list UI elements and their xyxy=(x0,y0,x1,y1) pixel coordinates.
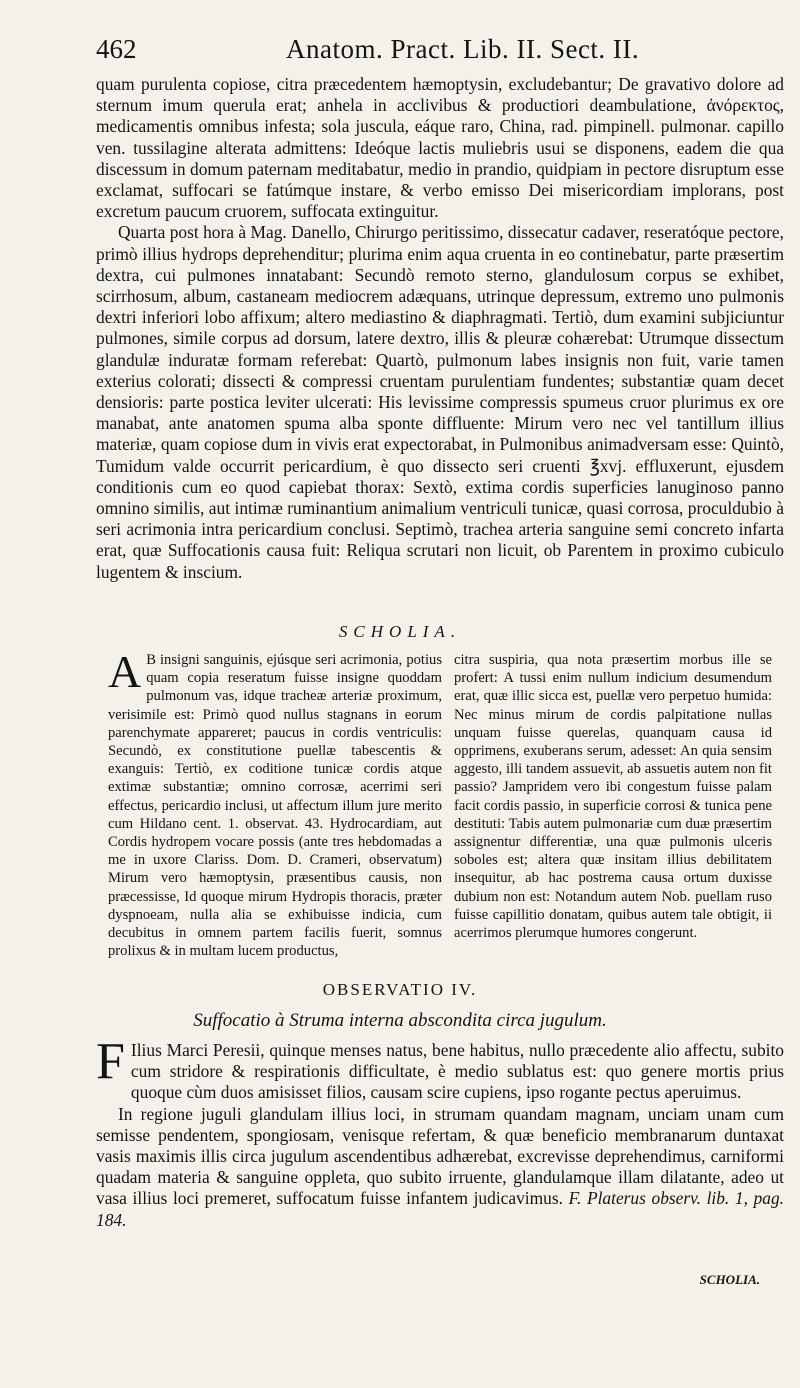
scholia-left-text: B insigni sanguinis, ejúsque seri acrimonia, potius quam copia reseratum fuisse insigne quoddam pulmonum vas, idque tracheæ arteriæ proximum, verisimile est: Primò quod nullus stagnans in eorum parenchymate appareret; paucus in cordis ventriculis: Secundò, ex constitutione puellæ tabescentis & exanguis: Tertiò, ex coditione tunicæ cordis atque extimæ substantiæ; omnino corrosæ, acerrimi seri effectus, pericardio inclusi, ut affectum illum jure merito cum Hildano cent. 1. observat. 43. Hydrocardiam, aut Cordis hydropem vocare possis (ante tres hebdomadas a me in uxore Clariss. Dom. D. Crameri, observatum) Mirum vero hæmoptysin, præsentibus causis, non præcessisse, Id quoque mirum Hydropis thoracis, præter dyspnoeam, nulla alia se exhibuisse indicia, cum decubitus in omnem partem facilis fuerit, somnus prolixus & in multam lucem productus, xyxy=(108,652,442,960)
scholia-heading: SCHOLIA. xyxy=(338,622,462,641)
running-title: Anatom. Pract. Lib. II. Sect. II. xyxy=(286,34,640,64)
scholia-left-column xyxy=(108,646,442,960)
bleed-through-texture xyxy=(96,1300,786,1324)
observatio-paragraph-1: Ilius Marci Peresii, quinque menses natus, bene habitus, nullo præcedente alio affectu, subito cum stridore & respirationis difficultate, è medio sublatus est: quo genere mortis prius quoque cùm duos amisisset filios, causam scire cupiens, ipso rogante pectus aperuimus. xyxy=(130,1040,784,1103)
dropcap-letter: A xyxy=(108,646,142,697)
page-header xyxy=(96,34,696,70)
observatio-paragraph-2: In regione juguli glandulam illius loci, in strumam quandam magnam, unciam unam cum semisse pendentem, spongiosam, venisque refertam, & quæ beneficio membranarum duntaxat vasis maximis illis circa jugulum ascendentibus adhærebat, excrevisse deprehendimus, carniformi quadam materia & sanguine oppleta, quo subito irruente, glandulamque illam dilatante, adeo ut vasa illius loci premeret, suffocatum fuisse infantem judicavimus. xyxy=(96,1103,784,1209)
paragraph-continuation: quam purulenta copiose, citra præcedentem hæmoptysin, excludebantur; De gravativo dolore ad sternum imum querula erat; anhela in acclivibus & productiori deambulatione, ἀνόρεκτος, medicamentis omnibus infesta; sola juscula, eáque raro, China, rad. pimpinell. pulmonar. capillo ven. tussilagine alterata admittens: Ideóque lactis muliebris usui se disponens, eadem die qua discessum in domum paternam meditabatur, medio in prandio, quidpiam in pectore disruptum esse exclamat, suffocari se fatúmque instare, & verbo emisso Dei misericordiam implorans, post excretum paucum cruorem, suffocata extinguitur. xyxy=(96,74,784,222)
main-text xyxy=(96,74,784,583)
paragraph-dissection: Quarta post hora à Mag. Danello, Chirurgo peritissimo, dissecatur cadaver, reseratóque pectore, primò illius hydrops deprehenditur; plurima enim aqua cruenta in eo continebatur, parte præsertim dextra, cui pulmones innatabant: Secundò remoto sterno, glandulosum corpus se exhibet, scirrhosum, album, castaneam mediocrem adæquans, utrinque depressum, extremo uno pulmonis dextri inferiori lobo affixum; altero mediastino & diaphragmati. Tertiò, dum examini subjiciuntur pulmones, simile corpus ad dorsum, latere dextro, illis & pleuræ cohærebat: Utrumque dissectum glandulæ induratæ formam referebat: Quartò, pulmonum labes insignis non fuit, varie tamen exterius colorati; dissecti & compressi cruentam purulentiam fundentes; substantiæ quam decet densioris: parte postica leviter ulcerati: His levissime compressis spumeus cruor plurimus ex ore manabat, ante anatomen spuma alba sponte diffluente: Mirum vero nec vel tantillum illius materiæ, quam copiose dum in vivis erat expectorabat, in Pulmonibus animadversam esse: Quintò, Tumidum valde occurrit pericardium, è quo dissecto seri cruenti ℥xvj. effluxerunt, ejusdem conditionis cum eo quod capiebat thorax: Sextò, extima cordis superficies lanuginoso panno omnino similis, aut intimæ ruminantium animalium ventriculi tunicæ, quasi corrosa, proculdubio à seri acrimonia intra pericardium conclusi. Septimò, trachea arteria sanguine semi concreto infarta erat, quæ Suffocationis causa fuit: Reliqua scrutari non licuit, ob Parentem in proximo cubiculo lugentem & inscium. xyxy=(96,222,784,582)
scholia-right-text: citra suspiria, qua nota præsertim morbus ille se profert: A tussi enim nullum indicium desumendum erat, quæ illic sicca est, puellæ vero perpetuo humida: Nec minus mirum de cordis palpitatione nullas unquam fuisse querelas, quanquam causa id opprimens, exuberans serum, adesset: An quia sensim aggesto, illi tandem assuevit, ab assuetis autem non fit passio? Jampridem vero ibi congestum fuisse palam facit cordis passio, in superficie corrosi & tunica pene destituti: Tabis autem pulmonariæ cum duæ præsertim assignentur differentiæ, una quæ pulmonis ulceris soboles est; altera quæ insitam illius debilitatem insequitur, ab hac postrema causa ortum duxisse dubium non est: Notandum autem Nob. puellam ruso fuisse capillitio donatam, quibus autem tale obtigit, ii acerrimos plerumque humores congerunt. xyxy=(454,652,772,942)
dropcap-letter: F xyxy=(96,1033,125,1090)
catchword: SCHOLIA. xyxy=(699,1272,760,1287)
observatio-heading: OBSERVATIO IV. xyxy=(322,980,478,999)
scholia-right-column xyxy=(454,651,772,942)
observatio-text xyxy=(96,1033,785,1231)
observatio-title: Suffocatio à Struma interna abscondita circa jugulum. xyxy=(193,1010,607,1031)
page-number: 462 xyxy=(96,34,137,64)
citation: F. Platerus observ. lib. 1, pag. 184. xyxy=(96,1188,785,1230)
scholia-columns xyxy=(108,646,772,971)
